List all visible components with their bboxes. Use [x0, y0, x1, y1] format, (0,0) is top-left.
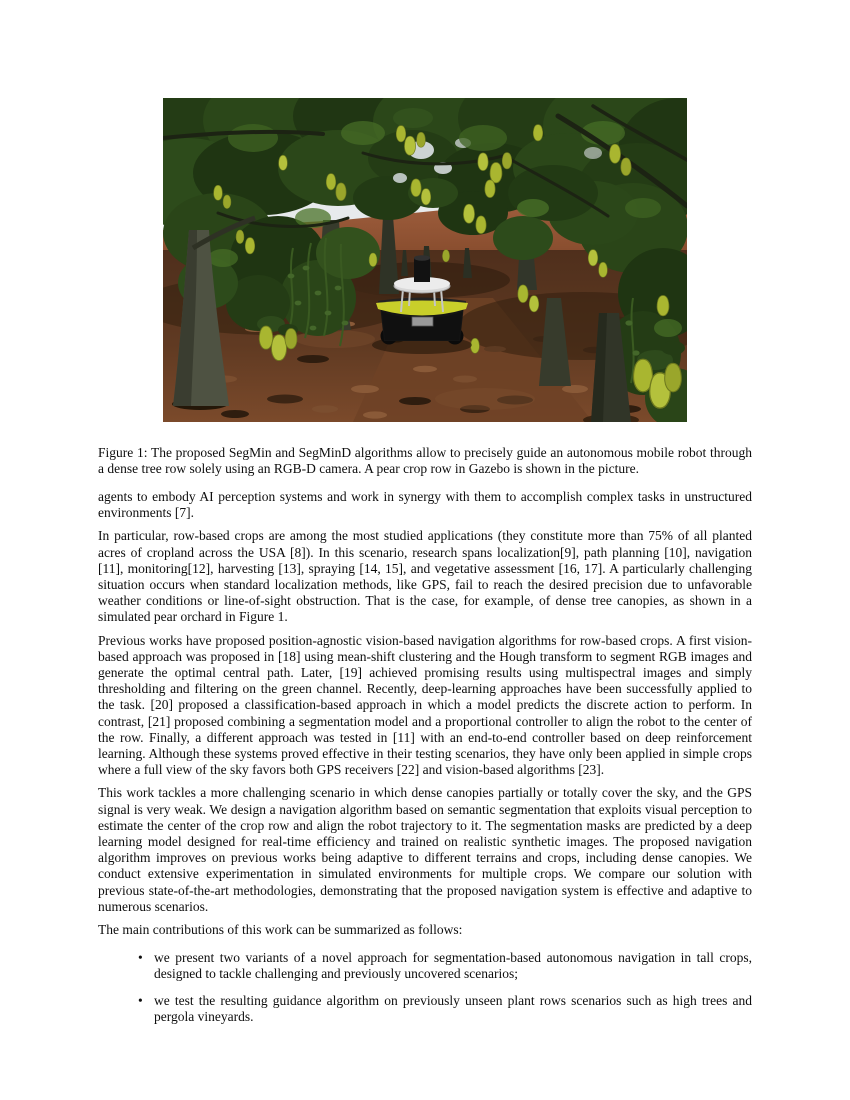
- figure-1: [163, 98, 687, 422]
- list-item: • we present two variants of a novel approach for segmentation-based autonomous navigation in tall crops, designed to tackle challenging and previously uncovered scenarios;: [138, 950, 752, 982]
- figure-caption: Figure 1: The proposed SegMin and SegMinD algorithms allow to precisely guide an autonomous mobile robot through a dense tree row solely using an RGB-D camera. A pear crop row in Gazebo is shown in the picture.: [98, 444, 752, 476]
- paragraph: The main contributions of this work can be summarized as follows:: [98, 922, 463, 938]
- contributions-list: [98, 950, 752, 1025]
- paragraph: agents to embody AI perception systems and work in synergy with them to accomplish complex tasks in unstructured environments [7].: [98, 489, 752, 521]
- paragraph: This work tackles a more challenging scenario in which dense canopies partially or totally cover the sky, and the GPS signal is very weak. We design a navigation algorithm based on semantic segmentation that exploits visual perception to estimate the center of the crop row and align the robot trajectory to it. The segmentation masks are predicted by a deep learning model designed for real-time efficiency and trained on realistic synthetic images. The proposed navigation algorithm improves on previous works being adaptive to different terrains and crops, including dense canopies. We conduct extensive experimentation in simulated environments for multiple crops. We compare our solution with previous state-of-the-art methodologies, demonstrating that the proposed navigation system is effective and adaptive to numerous scenarios.: [98, 785, 752, 914]
- paragraph: In particular, row-based crops are among the most studied applications (they constitute more than 75% of all planted acres of cropland across the USA [8]). In this scenario, research spans localization[9], path planning [10], navigation [11], monitoring[12], harvesting [13], spraying [14, 15], and vegetative assessment [16, 17]. A particularly challenging situation occurs when standard localization methods, like GPS, fail to reach the desired precision due to unfavorable weather conditions or line-of-sight obstruction. That is the case, for example, of dense tree canopies, as shown in a simulated pear orchard in Figure 1.: [98, 528, 752, 625]
- paragraph: Previous works have proposed position-agnostic vision-based navigation algorithms for row-based crops. A first vision-based approach was proposed in [18] using mean-shift clustering and the Hough transform to segment RGB images and generate the optimal central path. Later, [19] achieved promising results using multispectral images and simply thresholding and filtering on the green channel. Recently, deep-learning approaches have been successfully applied to the task. [20] proposed a classification-based approach in which a model predicts the discrete action to perform. In contrast, [21] proposed combining a segmentation model and a proportional controller to align the robot to the center of the row. Finally, a different approach was tested in [11] with an end-to-end controller based on deep reinforcement learning. Although these systems proved effective in their testing scenarios, they have only been applied in simple crops where a full view of the sky favors both GPS receivers [22] and vision-based algorithms [23].: [98, 632, 752, 778]
- body-text: [98, 489, 752, 1035]
- robot-front-panel: [412, 317, 433, 326]
- figure-image: [163, 98, 687, 422]
- list-item: • we test the resulting guidance algorithm on previously unseen plant rows scenarios such as high trees and pergola vineyards.: [138, 993, 752, 1025]
- sensor-cylinder: [414, 258, 430, 282]
